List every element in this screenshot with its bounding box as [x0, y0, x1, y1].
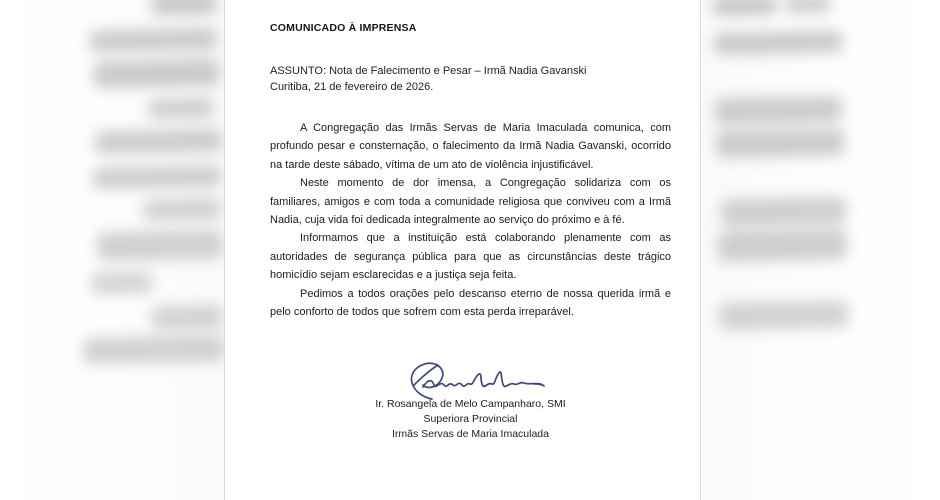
body-paragraph-4: Pedimos a todos orações pelo descanso eterno de nossa querida irmã e pelo conforto de todos que sofrem com esta perda irreparável.: [270, 287, 671, 319]
body-paragraph-1: A Congregação das Irmãs Servas de Maria Imaculada comunica, com profundo pesar e consternação, o falecimento da Irmã Nadia Gavanski, ocorrido na tarde deste sábado, vítima de um ato de violência injustificável.: [270, 122, 671, 171]
document-title: COMUNICADO À IMPRENSA: [270, 22, 417, 34]
blurred-text-line: [715, 96, 843, 126]
blurred-background-left: [0, 0, 224, 500]
blurred-text-line: [97, 230, 224, 262]
blurred-text-line: [143, 198, 221, 222]
dateline: Curitiba, 21 de fevereiro de 2026.: [270, 81, 434, 93]
press-release-document: [224, 0, 701, 500]
blurred-text-line: [721, 196, 847, 227]
blurred-background-right: [702, 0, 940, 500]
blurred-text-line: [719, 300, 849, 330]
subject-line: ASSUNTO: Nota de Falecimento e Pesar – Irmã Nadia Gavanski: [270, 65, 587, 77]
blurred-background-right-tilt: [702, 0, 940, 500]
blurred-text-line: [148, 98, 214, 119]
blurred-text-line: [151, 0, 217, 15]
blurred-text-line: [93, 59, 220, 89]
blurred-text-line: [92, 165, 221, 190]
blurred-background-left-tilt: [0, 0, 224, 500]
signatory-organization: Irmãs Servas de Maria Imaculada: [392, 428, 549, 441]
blurred-text-line: [151, 305, 223, 331]
body-paragraph-3: Informamos que a instituição está colaborando plenamente com as autoridades de segurança pública para que as circunstâncias deste trágico homicídio sejam esclarecidas e a justiça seja feita.: [270, 232, 671, 282]
blurred-text-line: [95, 129, 223, 155]
document-body: [270, 119, 671, 321]
blurred-text-line: [90, 271, 152, 294]
body-paragraph-2: Neste momento de dor imensa, a Congregação solidariza com os familiares, amigos e com toda a comunidade religiosa que conviveu com a Irmã Nadia, cuja vida foi dedicada integralmente ao serviço do próximo e à fé.: [270, 177, 671, 227]
blurred-text-line: [713, 0, 777, 15]
signatory-name: Ir. Rosangela de Melo Campanharo, SMI: [375, 398, 566, 411]
blurred-text-line: [713, 31, 842, 56]
blurred-text-line: [715, 128, 845, 158]
blurred-text-line: [89, 28, 217, 53]
signatory-role: Superiora Provincial: [423, 413, 518, 426]
signature-block: [270, 359, 671, 442]
blurred-text-line: [784, 0, 832, 13]
blurred-text-line: [718, 228, 848, 262]
blurred-text-line: [83, 335, 224, 365]
